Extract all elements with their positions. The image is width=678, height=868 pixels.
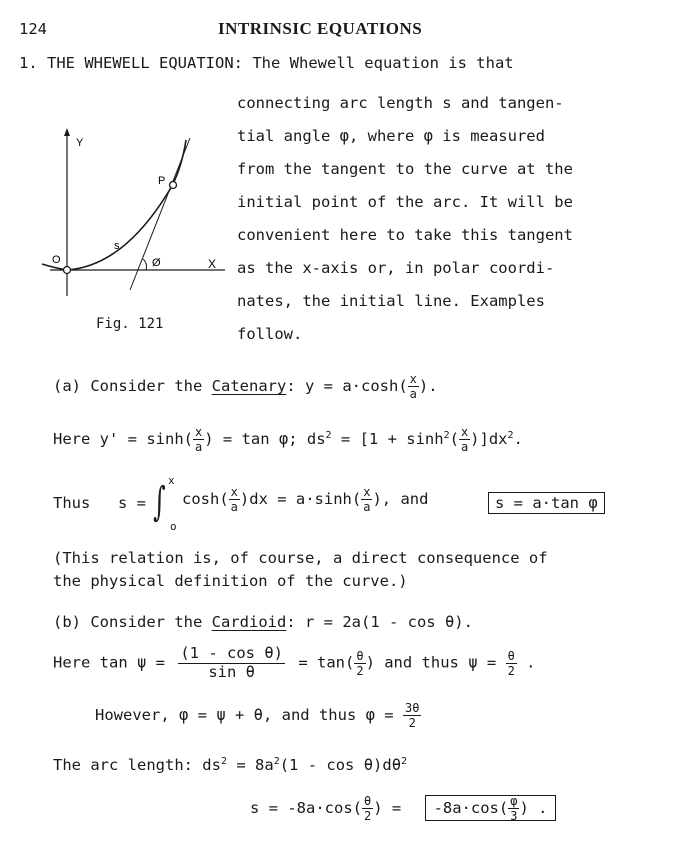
paragraph-line: tial angle φ, where φ is measured — [237, 127, 545, 145]
part-b-here-line: Here tan ψ = $\frac{\text{(1 - cos θ)}}{\text{sin θ}}$ = tan( $\frac{\theta}{2}$ ) and thus ψ = $\frac{\theta}{2}$ . — [53, 644, 536, 681]
part-a-here-line: Here y' = sinh( $\frac{x}{a}$ ) = tan φ; $ds^2 = [1 + \sinh^2$( $\frac{x}{a}$ )]$dx^2$. — [53, 425, 523, 454]
figure-caption: Fig. 121 — [96, 316, 164, 332]
arc-label: s — [114, 240, 120, 252]
fraction-phi-over-3: $\frac{\varphi}{3}$ — [510, 794, 518, 823]
part-b-intro: (b) Consider the Cardioid: r = 2a(1 - cos θ). — [53, 613, 473, 631]
part-a-label: (a) — [53, 377, 81, 395]
y-axis-arrow — [64, 128, 70, 136]
y-axis-label: Y — [76, 137, 84, 149]
paragraph-line: convenient here to take this tangent — [237, 226, 573, 244]
fraction-x-over-a: $\frac{x}{a}$ — [409, 372, 417, 401]
part-a-intro: (a) Consider the Catenary: y = a·cosh( $\frac{x}{a}$ ). — [53, 372, 438, 401]
part-b-label: (b) — [53, 613, 81, 631]
paragraph-line: connecting arc length s and tangen- — [237, 94, 564, 112]
catenary-term: Catenary — [211, 377, 287, 395]
figure-121 — [30, 118, 230, 303]
cardioid-term: Cardioid — [211, 613, 287, 631]
page-number: 124 — [19, 20, 47, 38]
fraction-theta-over-2: $\frac{\theta}{2}$ — [507, 648, 515, 678]
boxed-result-a: s = a·tan φ — [488, 492, 605, 514]
section-heading-line — [19, 54, 514, 72]
part-b-arc-length-line: The arc length: $ds^2 = 8a^2(1 - \cos \theta)d\theta^2$ — [53, 756, 408, 774]
fraction-3theta-over-2: $\frac{3\theta}{2}$ — [404, 701, 420, 730]
part-a-note: (This relation is, of course, a direct consequence of the physical definition of the curve.) — [53, 549, 548, 590]
fraction-tan-psi: $\frac{\text{(1 - cos θ)}}{\text{sin θ}}$ — [180, 644, 283, 681]
part-b-s-line: s = -8a·cos( $\frac{\theta}{2}$ ) = -8a·cos( $\frac{\varphi}{3}$ ) . — [250, 795, 556, 822]
paragraph-line: follow. — [237, 325, 303, 343]
part-b-however-line: However, φ = ψ + θ, and thus φ = $\frac{3\theta}{2}$ — [95, 701, 420, 730]
fraction-theta-over-2: $\frac{\theta}{2}$ — [363, 794, 372, 823]
point-p — [170, 182, 177, 189]
paragraph-line: as the x-axis or, in polar coordi- — [237, 259, 555, 277]
section-heading: THE WHEWELL EQUATION: — [47, 54, 243, 72]
paragraph-line: nates, the initial line. Examples — [237, 292, 545, 310]
fraction-x-over-a: $\frac{x}{a}$ — [194, 425, 203, 454]
paragraph-line: initial point of the arc. It will be — [237, 193, 573, 211]
section-paragraph — [237, 87, 573, 351]
section-intro: The Whewell equation is that — [252, 54, 514, 72]
integral-expression: cosh( $\frac{x}{a}$ )dx = a·sinh( $\frac{x}{a}$ ), and — [182, 485, 429, 514]
integral-sign: ∫ — [153, 479, 166, 525]
point-label: P — [158, 175, 166, 187]
fraction-x-over-a: $\frac{x}{a}$ — [230, 485, 238, 514]
x-axis-label: X — [208, 257, 217, 271]
section-number: 1. — [19, 54, 38, 72]
catenary-eq: y = a·cosh( — [305, 377, 408, 395]
angle-arc — [143, 259, 147, 270]
fraction-x-over-a: $\frac{x}{a}$ — [363, 485, 371, 514]
page-title: INTRINSIC EQUATIONS — [218, 19, 423, 38]
angle-label: Ø — [152, 257, 161, 269]
boxed-result-b: -8a·cos( $\frac{\varphi}{3}$ ) . — [425, 795, 557, 821]
part-a-text: Consider the — [90, 377, 203, 395]
origin-label: O — [52, 254, 61, 266]
fraction-x-over-a: $\frac{x}{a}$ — [460, 425, 469, 454]
paragraph-line: from the tangent to the curve at the — [237, 160, 573, 178]
origin-point — [64, 267, 71, 274]
fraction-theta-over-2: $\frac{\theta}{2}$ — [356, 648, 364, 678]
